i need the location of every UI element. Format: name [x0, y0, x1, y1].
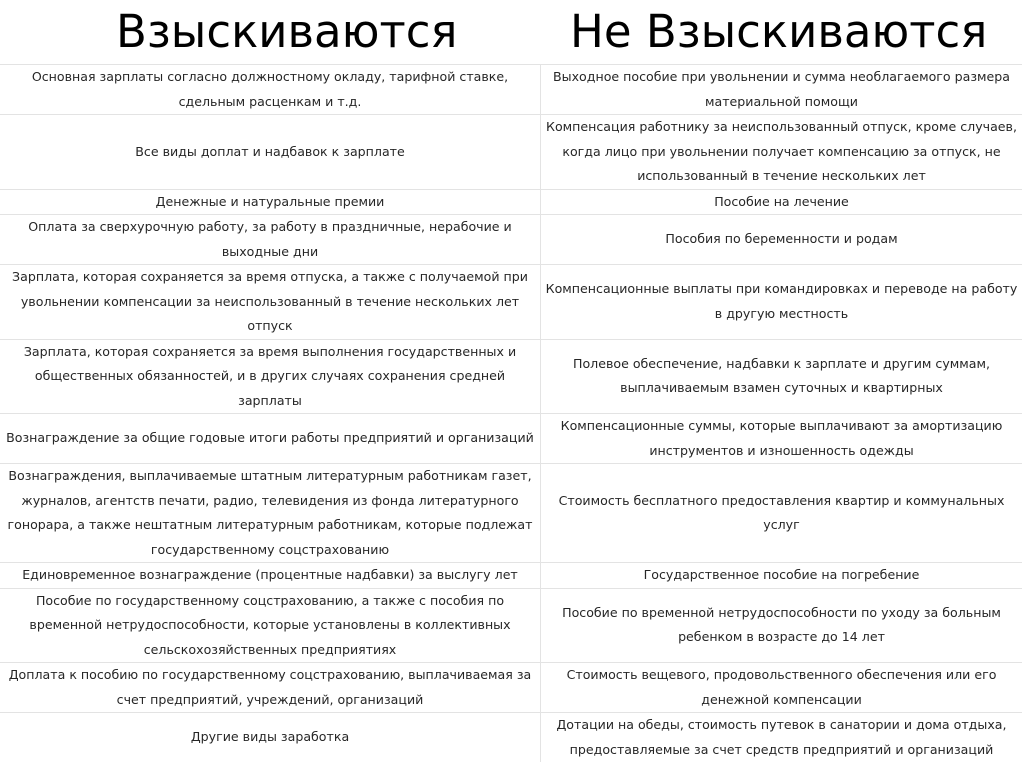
table-row: [0, 414, 1022, 464]
not-collected-cell: Полевое обеспечение, надбавки к зарплате и другим суммам, выплачиваемым взамен суточных и квартирных: [541, 339, 1023, 414]
collected-cell: Денежные и натуральные премии: [0, 189, 541, 215]
collected-cell: Зарплата, которая сохраняется за время отпуска, а также с получаемой при увольнении компенсации за неиспользованный в течение нескольких лет отпуск: [0, 265, 541, 340]
heading-collected: Взыскиваются: [116, 4, 458, 60]
not-collected-cell: Стоимость бесплатного предоставления квартир и коммунальных услуг: [541, 464, 1023, 563]
not-collected-cell: Компенсационные выплаты при командировках и переводе на работу в другую местность: [541, 265, 1023, 340]
table-row: [0, 563, 1022, 589]
table-row: [0, 215, 1022, 265]
table-row: [0, 65, 1022, 115]
not-collected-cell: Дотации на обеды, стоимость путевок в санатории и дома отдыха, предоставляемые за счет средств предприятий и организаций: [541, 713, 1023, 762]
table-row: [0, 588, 1022, 663]
not-collected-cell: Компенсационные суммы, которые выплачивают за амортизацию инструментов и изношенность одежды: [541, 414, 1023, 464]
table-row: [0, 339, 1022, 414]
collected-cell: Единовременное вознаграждение (процентные надбавки) за выслугу лет: [0, 563, 541, 589]
collected-cell: Все виды доплат и надбавок к зарплате: [0, 115, 541, 190]
not-collected-cell: Выходное пособие при увольнении и сумма необлагаемого размера материальной помощи: [541, 65, 1023, 115]
collected-cell: Зарплата, которая сохраняется за время выполнения государственных и общественных обязанностей, и в других случаях сохранения средней зарплаты: [0, 339, 541, 414]
not-collected-cell: Пособие по временной нетрудоспособности по уходу за больным ребенком в возрасте до 14 лет: [541, 588, 1023, 663]
heading-not-collected: Не Взыскиваются: [570, 4, 987, 60]
collected-cell: Основная зарплаты согласно должностному окладу, тарифной ставке, сдельным расценкам и т.д.: [0, 65, 541, 115]
collected-cell: Вознаграждения, выплачиваемые штатным литературным работникам газет, журналов, агентств печати, радио, телевидения из фонда литературного гонорара, а также нештатным литературным работникам, которые подлежат государственному соцстрахованию: [0, 464, 541, 563]
collected-cell: Другие виды заработка: [0, 713, 541, 762]
table-row: [0, 115, 1022, 190]
column-headings: [0, 0, 1024, 62]
collected-cell: Доплата к пособию по государственному соцстрахованию, выплачиваемая за счет предприятий, учреждений, организаций: [0, 663, 541, 713]
table-row: [0, 713, 1022, 762]
table-row: [0, 189, 1022, 215]
not-collected-cell: Компенсация работнику за неиспользованный отпуск, кроме случаев, когда лицо при увольнении получает компенсацию за отпуск, не использованный в течение нескольких лет: [541, 115, 1023, 190]
not-collected-cell: Пособия по беременности и родам: [541, 215, 1023, 265]
comparison-table: [0, 64, 1022, 762]
collected-cell: Пособие по государственному соцстрахованию, а также с пособия по временной нетрудоспособности, которые установлены в коллективных сельскохозяйственных предприятиях: [0, 588, 541, 663]
collected-cell: Вознаграждение за общие годовые итоги работы предприятий и организаций: [0, 414, 541, 464]
not-collected-cell: Государственное пособие на погребение: [541, 563, 1023, 589]
table-row: [0, 464, 1022, 563]
table-row: [0, 265, 1022, 340]
table-row: [0, 663, 1022, 713]
collected-cell: Оплата за сверхурочную работу, за работу в праздничные, нерабочие и выходные дни: [0, 215, 541, 265]
not-collected-cell: Пособие на лечение: [541, 189, 1023, 215]
not-collected-cell: Стоимость вещевого, продовольственного обеспечения или его денежной компенсации: [541, 663, 1023, 713]
